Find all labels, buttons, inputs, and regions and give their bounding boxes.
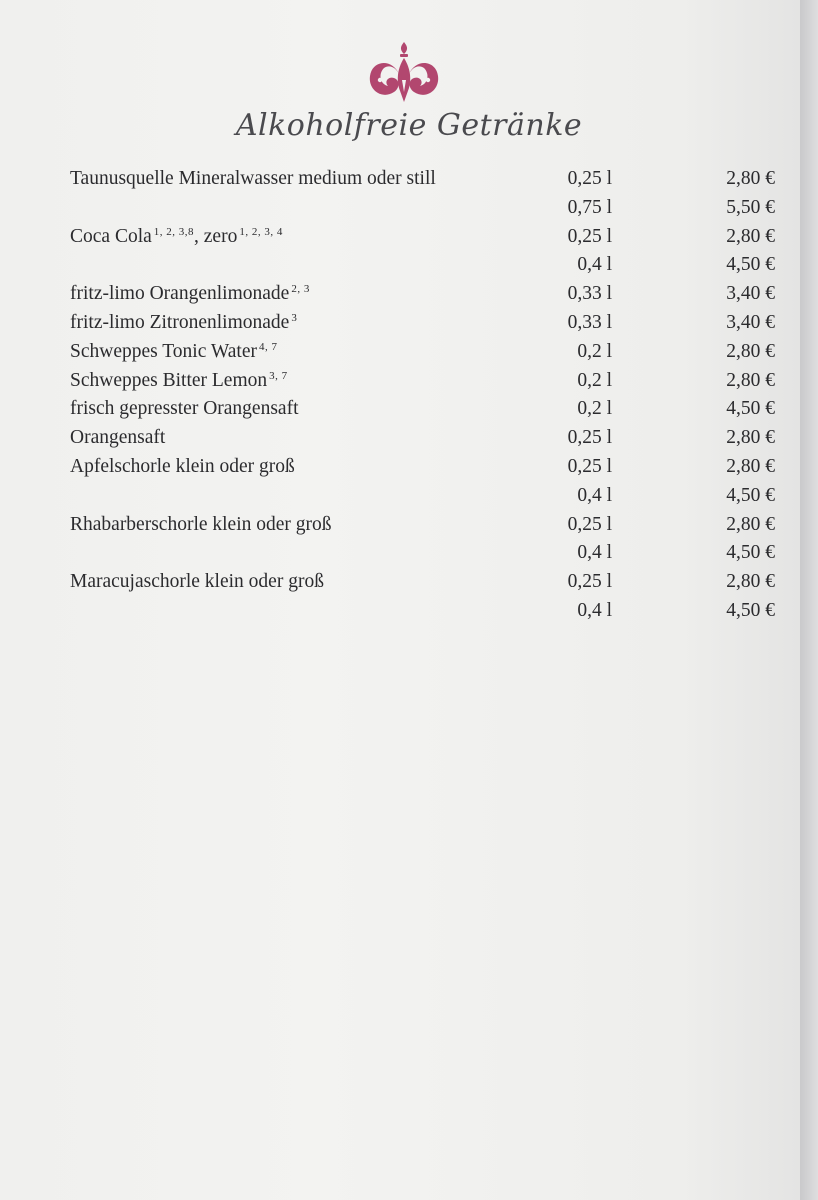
item-volume: 0,25 l: [567, 513, 612, 535]
item-price: 4,50 €: [726, 484, 775, 506]
drinks-list: [0, 168, 800, 629]
item-volume: 0,2 l: [577, 340, 612, 362]
allergen-footnote: 3: [291, 311, 298, 324]
menu-row: [0, 456, 800, 485]
page-edge: [800, 0, 818, 1200]
item-volume: 0,25 l: [567, 455, 612, 477]
menu-row: [0, 341, 800, 370]
item-volume: 0,25 l: [567, 168, 612, 189]
item-volume: 0,4 l: [577, 484, 612, 506]
item-volume: 0,2 l: [577, 369, 612, 391]
item-name: Coca Cola $^{1, 2, 3,8}$, zero $^{1, 2, 3, 4}$: [70, 225, 283, 247]
item-name: Orangensaft: [70, 427, 166, 449]
menu-row: [0, 370, 800, 399]
menu-row: [0, 254, 800, 283]
item-price: 2,80 €: [726, 369, 775, 391]
allergen-footnote: 1, 2, 3, 4: [239, 225, 283, 238]
item-volume: 0,33 l: [567, 283, 612, 305]
item-name: Maracujaschorle klein oder groß: [70, 571, 324, 593]
menu-row: [0, 312, 800, 341]
menu-row: [0, 514, 800, 543]
item-price: 4,50 €: [726, 542, 775, 564]
item-price: 4,50 €: [726, 398, 775, 420]
item-name: fritz-limo Orangenlimonade $^{2, 3}$: [70, 283, 310, 305]
item-volume: 0,25 l: [567, 225, 612, 247]
item-name: fritz-limo Zitronenlimonade $^3$: [70, 311, 298, 333]
item-price: 4,50 €: [726, 254, 775, 276]
menu-row: [0, 571, 800, 600]
item-name: Apfelschorle klein oder groß: [70, 455, 295, 477]
menu-row: [0, 600, 800, 629]
item-price: 2,80 €: [726, 225, 775, 247]
item-name: Taunusquelle Mineralwasser medium oder still: [70, 168, 436, 189]
menu-row: [0, 398, 800, 427]
menu-row: [0, 197, 800, 226]
item-name: Schweppes Bitter Lemon $^{3, 7}$: [70, 369, 288, 391]
item-price: 2,80 €: [726, 427, 775, 449]
item-price: 3,40 €: [726, 311, 775, 333]
menu-row: [0, 485, 800, 514]
item-volume: 0,25 l: [567, 427, 612, 449]
menu-row: [0, 427, 800, 456]
item-volume: 0,4 l: [577, 599, 612, 621]
item-price: 4,50 €: [726, 599, 775, 621]
fleur-ornament-icon: [366, 40, 442, 106]
item-price: 2,80 €: [726, 571, 775, 593]
allergen-footnote: 3, 7: [269, 369, 288, 382]
item-volume: 0,75 l: [567, 196, 612, 218]
item-volume: 0,33 l: [567, 311, 612, 333]
menu-row: [0, 226, 800, 255]
item-name: Schweppes Tonic Water $^{4, 7}$: [70, 340, 278, 362]
item-price: 2,80 €: [726, 455, 775, 477]
allergen-footnote: 2, 3: [291, 283, 310, 296]
menu-row: [0, 168, 800, 197]
item-volume: 0,4 l: [577, 254, 612, 276]
menu-row: [0, 542, 800, 571]
section-heading: Alkoholfreie Getränke: [235, 108, 583, 143]
item-name: Rhabarberschorle klein oder groß: [70, 513, 332, 535]
item-volume: 0,4 l: [577, 542, 612, 564]
item-price: 2,80 €: [726, 513, 775, 535]
item-price: 2,80 €: [726, 168, 775, 189]
item-price: 3,40 €: [726, 283, 775, 305]
item-volume: 0,2 l: [577, 398, 612, 420]
menu-row: [0, 283, 800, 312]
item-volume: 0,25 l: [567, 571, 612, 593]
item-price: 2,80 €: [726, 340, 775, 362]
allergen-footnote: 4, 7: [258, 340, 278, 353]
item-price: 5,50 €: [726, 196, 775, 218]
allergen-footnote: 1, 2, 3,8: [153, 225, 195, 238]
item-name: frisch gepresster Orangensaft: [70, 398, 299, 420]
